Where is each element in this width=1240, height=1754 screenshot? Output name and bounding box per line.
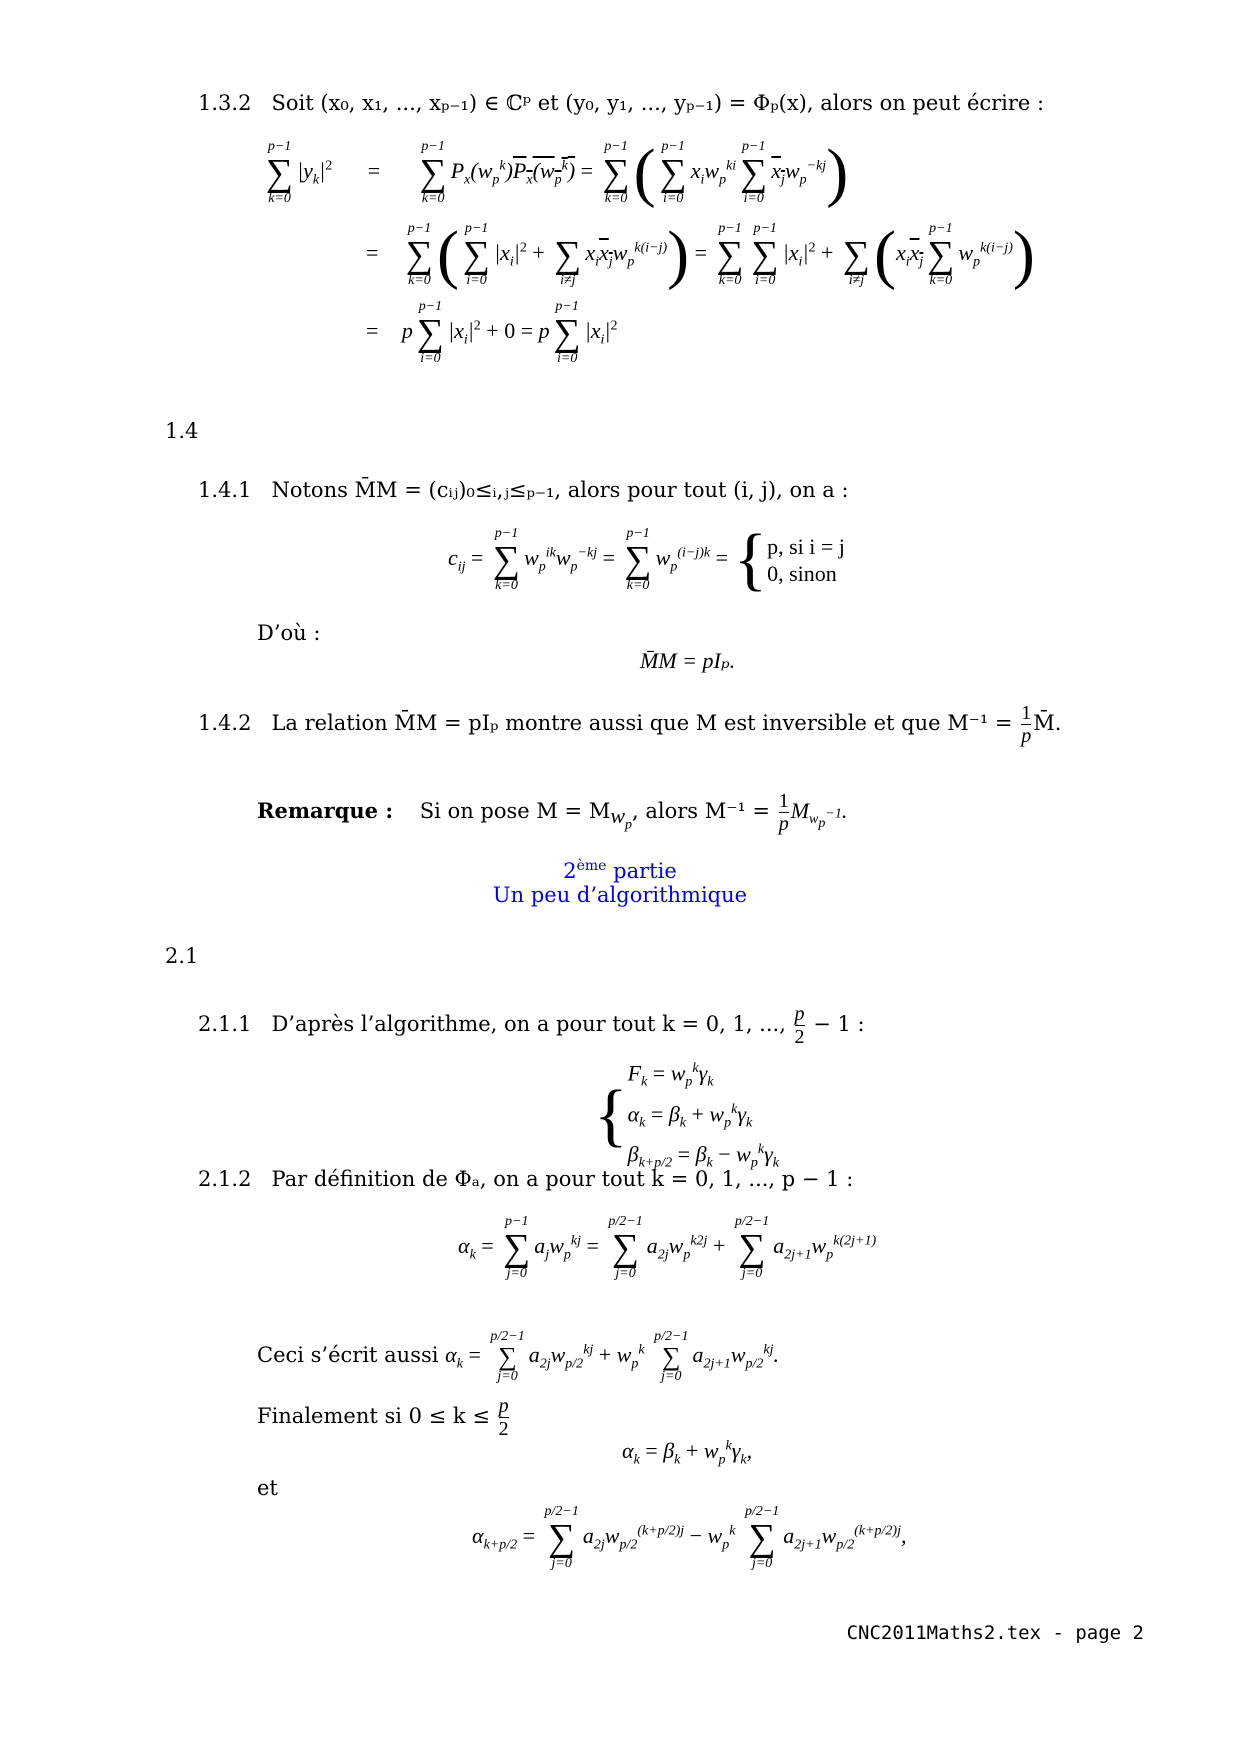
part-word: partie	[613, 859, 677, 883]
et-label: et	[257, 1476, 278, 1500]
part-number: 2	[563, 859, 577, 883]
case-equal: p, si i = j	[767, 534, 845, 559]
remark: Remarque : Si on pose $M = M_{w_p}$, alors M⁻¹ = $\frac{1}{p}$ $M_{w_p^{-1}}$.	[257, 790, 848, 835]
equation-alpha-k: $\alpha_k$ = p−1 ∑ j=0 $a_jw_p^{kj}$ = p/2−1 ∑ j=0 $a_{2j}w_p^{k2j}$ + p/2−1 ∑ j=0 $a_{2j+1}w_p^{k(2j+1)}$	[458, 1214, 877, 1281]
page-footer: CNC2011Maths2.tex - page 2	[846, 1622, 1144, 1644]
section-text: Par définition de Φₐ, on a pour tout k = 0, 1, ..., p − 1 :	[271, 1167, 854, 1191]
equation-cij: $c_{ij}$ = p−1 ∑ k=0 $w_p^{ik}w_p^{-kj}$ = p−1 ∑ k=0 $w_p^{(i-j)k}$ = { p, si i = j 0, sinon	[448, 521, 845, 598]
part-number-suffix: ème	[576, 858, 607, 874]
section-intro: Notons M̄M = (cᵢⱼ)₀≤ᵢ,ⱼ≤ₚ₋₁, alors pour tout (i, j), on a :	[271, 478, 849, 502]
equation-parseval-line3: = p p−1 ∑ i=0 $|x_i|^2 + 0 = p$ p−1 ∑ i=0 $|x_i|^2$	[366, 299, 618, 366]
equation-alpha-k-final: $\alpha_k = \beta_k + w_p^k\gamma_k$,	[622, 1438, 753, 1468]
remark-label: Remarque :	[257, 798, 394, 823]
equation-alpha-k-plus-half: $\alpha_{k+p/2}$ = p/2−1 ∑ j=0 $a_{2j}w_{p/2}^{(k+p/2)j} - w_p^k$ p/2−1 ∑ j=0 $a_{2j+1}w_{p/2}^{(k+p/2)j}$,	[472, 1504, 907, 1571]
section-1-3-2	[198, 90, 1044, 116]
ceci-text: Ceci s’écrit aussi	[257, 1343, 439, 1368]
section-1-4: 1.4	[165, 419, 199, 443]
section-intro: Soit (x₀, x₁, ..., xₚ₋₁) ∈ ℂᵖ et (y₀, y₁, ..., yₚ₋₁) = Φₚ(x), alors on peut écrire :	[271, 91, 1045, 115]
section-1-4-1	[198, 477, 849, 503]
equation-butterfly-system: { $F_k = w_p^k\gamma_k$ $\alpha_k = \beta_k + w_p^k\gamma_k$ $\beta_{k+p/2} = \beta_k - w_p^k\gamma_k$	[594, 1060, 779, 1172]
finalement-text: Finalement si 0 ≤ k ≤	[257, 1404, 497, 1428]
equation-parseval-line2: = p−1 ∑ k=0 ( p−1 ∑ i=0 $|x_i|^2$ + ∑ i≠j $x_ix_jw_p^{k(i-j)}$) = p−1 ∑ k=0 p−1 ∑ i=0 $|x_i|^2$ + ∑ i≠j ($x_ix_j$ p−1 ∑ k=0 $w_p^{k(i-j)}$)	[366, 218, 1035, 291]
section-text-end: − 1 :	[806, 1012, 865, 1036]
case-otherwise: 0, sinon	[767, 561, 837, 586]
section-2-1: 2.1	[165, 944, 199, 968]
ceci-line: Ceci s’écrit aussi $\alpha_k$ = p/2−1 ∑ j=0 $a_{2j}w_{p/2}^{kj} + w_p^k$ p/2−1 ∑ j=0 $a_{2j+1}w_{p/2}^{kj}$.	[257, 1329, 779, 1384]
remark-text2: , alors M⁻¹ =	[632, 799, 777, 823]
section-2-1-2	[198, 1166, 853, 1192]
equation-parseval-line1: p−1 ∑ k=0 $|y_k|^2$ = p−1 ∑ k=0 $P_x(w_p^k)P_x(w_p^k)$ = p−1 ∑ k=0 ( p−1 ∑ i=0 $x_iw_p^{ki}$ p−1 ∑ i=0 $x_jw_p^{-kj}$)	[266, 136, 849, 209]
section-label: 1.4.1	[198, 478, 252, 502]
dou-label: D’où :	[257, 621, 321, 645]
section-text: D’après l’algorithme, on a pour tout k = 0, 1, ...,	[271, 1012, 793, 1036]
section-label: 1.4.2	[198, 711, 252, 735]
part-title: Un peu d’algorithmique	[492, 883, 748, 907]
section-1-4-2: 1.4.2 La relation M̄M = pIₚ montre aussi que M est inversible et que M⁻¹ = $\frac{1}{p}$ M̄.	[198, 702, 1062, 747]
section-label: 2.1.2	[198, 1167, 252, 1191]
section-text: La relation M̄M = pIₚ montre aussi que M est inversible et que M⁻¹ =	[271, 711, 1020, 735]
equation-mm-pip: M̄M = pIₚ.	[640, 648, 736, 673]
section-label: 1.3.2	[198, 91, 252, 115]
section-label: 2.1.1	[198, 1012, 252, 1036]
finalement-line: Finalement si 0 ≤ k ≤ $\frac{p}{2}$	[257, 1395, 509, 1440]
section-text-end: M̄.	[1033, 711, 1062, 735]
section-2-1-1: 2.1.1 D’après l’algorithme, on a pour tout k = 0, 1, ..., $\frac{p}{2}$ − 1 :	[198, 1003, 865, 1048]
part-heading	[0, 853, 1240, 884]
remark-text: Si on pose M = M	[419, 799, 611, 823]
